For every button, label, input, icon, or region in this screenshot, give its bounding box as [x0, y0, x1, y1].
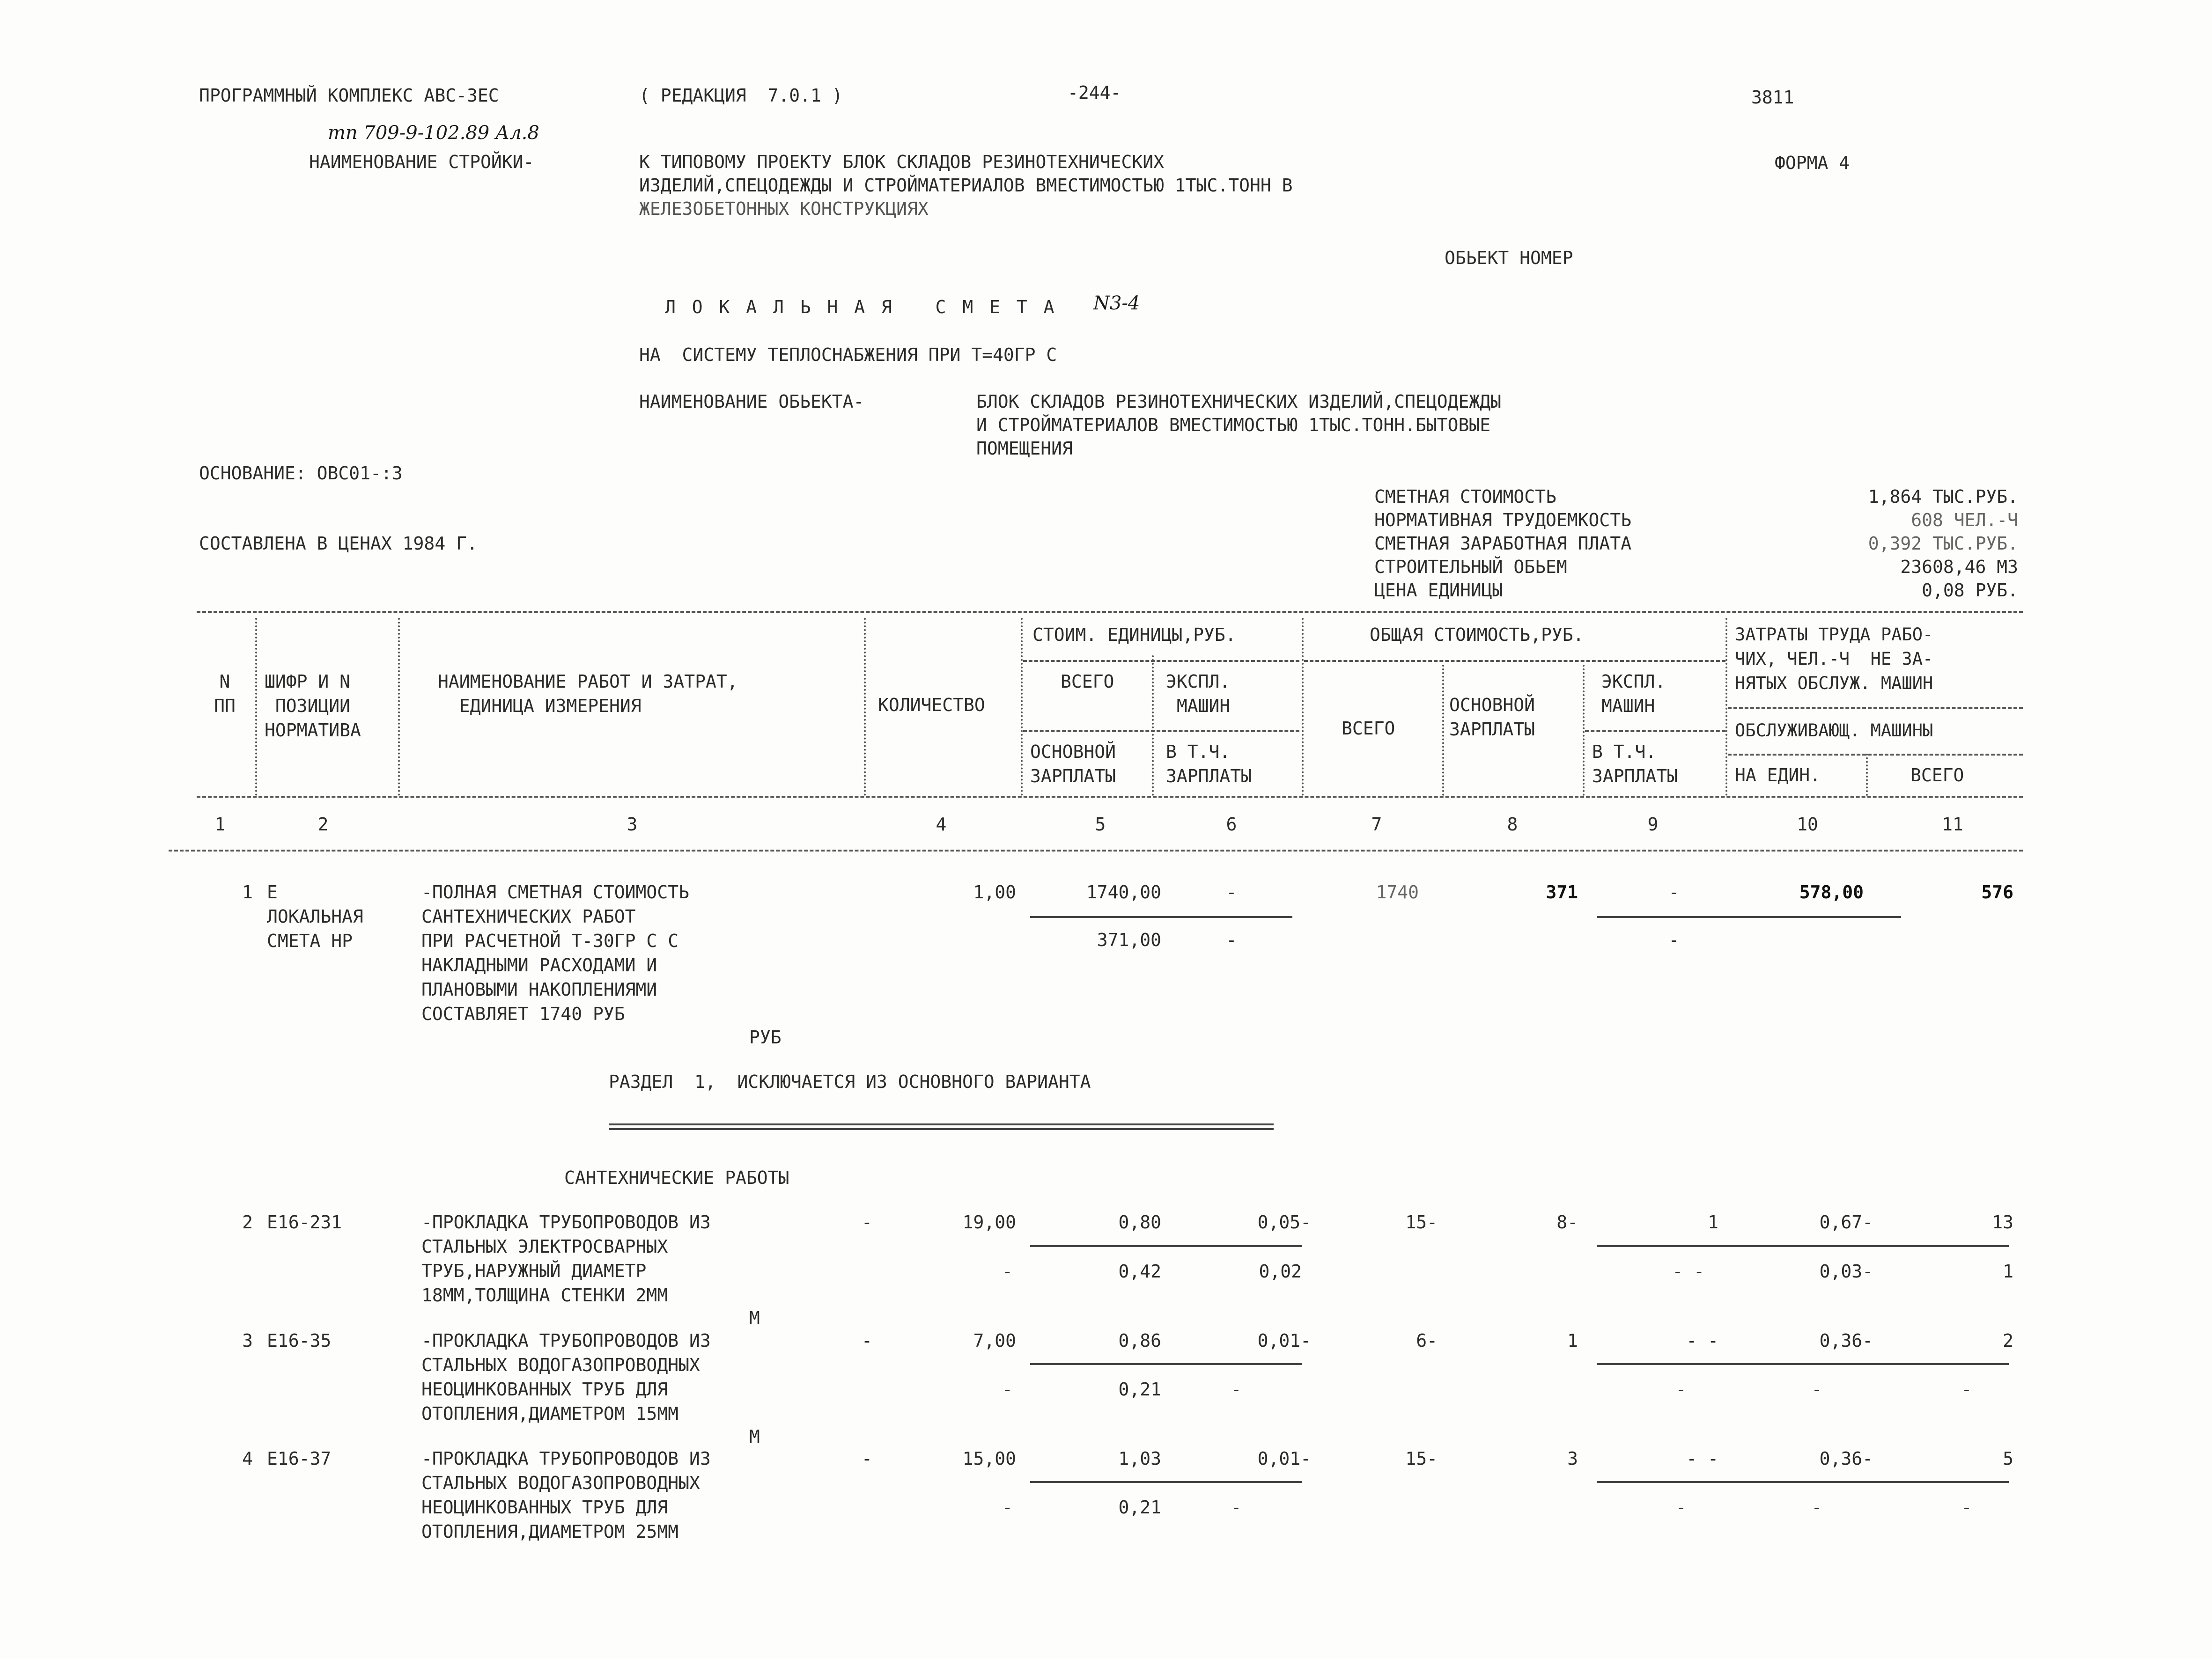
row-unit: М: [749, 1426, 760, 1447]
construction-name-2: ИЗДЕЛИЙ,СПЕЦОДЕЖДЫ И СТРОЙМАТЕРИАЛОВ ВМЕСТИМОСТЬЮ 1ТЫС.ТОНН В: [639, 175, 1293, 196]
row-labor-unit: 578,00: [1799, 882, 1864, 903]
row-labor-total-2: -: [1961, 1379, 1972, 1400]
row-number: 4: [242, 1448, 253, 1469]
col-header-n: N ПП: [214, 671, 236, 716]
col-header-labor-total: ВСЕГО: [1910, 765, 1964, 785]
row-labor-total: 2: [2003, 1330, 2013, 1351]
summary-value: 0,08 РУБ.: [1922, 580, 2018, 601]
header-rule: [1728, 707, 2023, 709]
program-name: ПРОГРАММНЫЙ КОМПЛЕКС АВС-3ЕС: [199, 85, 499, 106]
page-number: -244-: [1068, 82, 1121, 103]
row-labor-total: 5: [2003, 1448, 2013, 1469]
row-sum-mach-wage: - -: [1672, 1261, 1704, 1282]
col-header-labor-unit: НА ЕДИН.: [1735, 765, 1821, 785]
row-labor-total: 13: [1992, 1212, 2013, 1233]
header-rule-bottom: [169, 850, 2023, 852]
row-unit: РУБ: [749, 1027, 782, 1048]
col-number: 8: [1507, 814, 1518, 835]
summary-label: НОРМАТИВНАЯ ТРУДОЕМКОСТЬ: [1374, 510, 1632, 530]
construction-name-3: ЖЕЛЕЗОБЕТОННЫХ КОНСТРУКЦИЯХ: [639, 198, 929, 219]
row-sum-total: 6-: [1416, 1330, 1438, 1351]
col-number: 10: [1797, 814, 1818, 835]
col-header-labor-mach: ОБСЛУЖИВАЮЩ. МАШИНЫ: [1735, 720, 1933, 741]
col-divider: [1021, 618, 1023, 796]
row-sum-wage: 371: [1546, 882, 1578, 903]
row-code: Е ЛОКАЛЬНАЯ СМЕТА НР: [267, 882, 363, 951]
prices-year: СОСТАВЛЕНА В ЦЕНАХ 1984 Г.: [199, 533, 478, 554]
col-header-unit-mach: ЭКСПЛ. МАШИН: [1166, 671, 1231, 716]
row-labor-unit-2: -: [1811, 1497, 1822, 1518]
row-unit-mach-wage: -: [1231, 1497, 1242, 1518]
summary-label: СТРОИТЕЛЬНЫЙ ОБЬЕМ: [1374, 557, 1567, 577]
summary-value: 608 ЧЕЛ.-Ч: [1911, 510, 2018, 530]
row-sum-total: 1740: [1376, 882, 1419, 903]
row-unit-total: 0,86: [1118, 1330, 1161, 1351]
summary-value: 1,864 ТЫС.РУБ.: [1868, 486, 2018, 507]
col-number: 3: [627, 814, 638, 835]
row-qty: 1,00: [973, 882, 1016, 903]
col-header-unit-wage: ОСНОВНОЙ ЗАРПЛАТЫ: [1030, 741, 1116, 786]
col-divider: [255, 618, 257, 796]
construction-name-1: К ТИПОВОМУ ПРОЕКТУ БЛОК СКЛАДОВ РЕЗИНОТЕХНИЧЕСКИХ: [639, 152, 1165, 172]
col-header-qty: КОЛИЧЕСТВО: [878, 695, 985, 715]
col-divider: [864, 618, 866, 796]
summary-value: 23608,46 М3: [1900, 557, 2018, 577]
section-rule: [609, 1123, 1274, 1130]
col-header-unit-total: ВСЕГО: [1061, 671, 1114, 692]
col-number: 9: [1647, 814, 1659, 835]
row-unit-wage: 0,21: [1118, 1497, 1161, 1518]
row-unit-wage: 0,42: [1118, 1261, 1161, 1282]
row-unit-total: 1740,00: [1086, 882, 1161, 903]
row-dash: -: [862, 1330, 872, 1351]
row-sum-wage: 8-: [1556, 1212, 1578, 1233]
row-sum-mach-wage: -: [1675, 1379, 1687, 1400]
construction-label: НАИМЕНОВАНИЕ СТРОЙКИ-: [309, 152, 534, 172]
summary-label: ЦЕНА ЕДИНИЦЫ: [1374, 580, 1503, 601]
header-rule-mid: [197, 796, 2023, 798]
row-dash: -: [862, 1212, 872, 1233]
row-code: Е16-37: [267, 1448, 332, 1469]
basis: ОСНОВАНИЕ: ОВС01-:3: [199, 463, 403, 484]
col-header-labor: ЗАТРАТЫ ТРУДА РАБО- ЧИХ, ЧЕЛ.-Ч НЕ ЗА- НЯТЫХ ОБСЛУЖ. МАШИН: [1735, 624, 1933, 693]
row-code: Е16-35: [267, 1330, 332, 1351]
row-dash: -: [1002, 1497, 1013, 1518]
col-header-unit-incl: В Т.Ч. ЗАРПЛАТЫ: [1166, 741, 1252, 786]
row-name: -ПОЛНАЯ СМЕТНАЯ СТОИМОСТЬ САНТЕХНИЧЕСКИХ РАБОТ ПРИ РАСЧЕТНОЙ Т-30ГР С С НАКЛАДНЫМИ РАСХОДАМИ И ПЛАНОВЫМИ НАКОПЛЕНИЯМИ СОСТАВЛЯЕТ 1740 РУБ: [421, 882, 689, 1024]
row-code: Е16-231: [267, 1212, 342, 1233]
row-unit-mach: 0,05-: [1257, 1212, 1311, 1233]
row-labor-unit: 0,36-: [1819, 1448, 1873, 1469]
row-sum-total: 15-: [1405, 1448, 1438, 1469]
row-number: 1: [242, 882, 253, 903]
object-name-3: ПОМЕЩЕНИЯ: [976, 438, 1073, 459]
row-number: 2: [242, 1212, 253, 1233]
col-divider: [1583, 665, 1585, 796]
row-labor-unit: 0,67-: [1819, 1212, 1873, 1233]
row-unit-mach-wage: -: [1226, 930, 1237, 950]
row-name: -ПРОКЛАДКА ТРУБОПРОВОДОВ ИЗ СТАЛЬНЫХ ВОДОГАЗОПРОВОДНЫХ НЕОЦИНКОВАННЫХ ТРУБ ДЛЯ ОТОПЛЕНИЯ,ДИАМЕТРОМ 15ММ: [421, 1330, 711, 1424]
row-sum-mach-wage: -: [1668, 930, 1680, 950]
summary-label: СМЕТНАЯ СТОИМОСТЬ: [1374, 486, 1556, 507]
col-header-total-cost: ОБЩАЯ СТОИМОСТЬ,РУБ.: [1370, 624, 1584, 645]
row-divider-line: [1597, 916, 1901, 918]
col-number: 1: [214, 814, 226, 835]
col-header-name: НАИМЕНОВАНИЕ РАБОТ И ЗАТРАТ, ЕДИНИЦА ИЗМЕРЕНИЯ: [438, 671, 738, 716]
row-dash: -: [1002, 1379, 1013, 1400]
row-unit-wage: 371,00: [1097, 930, 1161, 950]
col-header-code: ШИФР И N ПОЗИЦИИ НОРМАТИВА: [265, 671, 361, 741]
header-rule: [1023, 660, 1299, 662]
row-qty: 19,00: [962, 1212, 1016, 1233]
object-name-1: БЛОК СКЛАДОВ РЕЗИНОТЕХНИЧЕСКИХ ИЗДЕЛИЙ,СПЕЦОДЕЖДЫ: [976, 391, 1502, 412]
row-sum-wage: 1: [1567, 1330, 1578, 1351]
header-rule-top: [197, 611, 2023, 613]
col-number: 5: [1095, 814, 1106, 835]
col-divider: [1152, 655, 1154, 796]
col-header-tot-wage: ОСНОВНОЙ ЗАРПЛАТЫ: [1449, 695, 1535, 740]
header-rule: [1023, 730, 1299, 732]
row-labor-unit-2: -: [1811, 1379, 1822, 1400]
col-divider: [1866, 754, 1868, 796]
col-divider: [1302, 618, 1304, 796]
row-number: 3: [242, 1330, 253, 1351]
row-unit-wage: 0,21: [1118, 1379, 1161, 1400]
row-unit-total: 1,03: [1118, 1448, 1161, 1469]
col-divider: [1442, 665, 1444, 796]
row-divider-line: [1030, 1363, 1302, 1365]
col-number: 6: [1226, 814, 1237, 835]
form-label: ФОРМА 4: [1775, 153, 1850, 173]
col-header-tot-all: ВСЕГО: [1342, 718, 1395, 739]
row-name: -ПРОКЛАДКА ТРУБОПРОВОДОВ ИЗ СТАЛЬНЫХ ЭЛЕКТРОСВАРНЫХ ТРУБ,НАРУЖНЫЙ ДИАМЕТР 18ММ,ТОЛЩИНА СТЕНКИ 2ММ: [421, 1212, 711, 1306]
section-title: РАЗДЕЛ 1, ИСКЛЮЧАЕТСЯ ИЗ ОСНОВНОГО ВАРИАНТА: [609, 1072, 1091, 1092]
row-sum-wage: 3: [1567, 1448, 1578, 1469]
doc-title-number: N3-4: [1093, 293, 1140, 314]
object-label: НАИМЕНОВАНИЕ ОБЬЕКТА-: [639, 391, 864, 412]
row-sum-mach: 1: [1708, 1212, 1718, 1233]
row-divider-line: [1030, 1245, 1302, 1247]
row-unit-mach-wage: 0,02: [1259, 1261, 1302, 1282]
row-unit: М: [749, 1308, 760, 1329]
col-number: 2: [317, 814, 329, 835]
col-header-tot-incl: В Т.Ч. ЗАРПЛАТЫ: [1592, 741, 1678, 786]
row-qty: 15,00: [962, 1448, 1016, 1469]
col-number: 4: [936, 814, 947, 835]
col-header-unit-cost: СТОИМ. ЕДИНИЦЫ,РУБ.: [1032, 624, 1236, 645]
row-sum-mach: -: [1668, 882, 1680, 903]
row-unit-mach: -: [1226, 882, 1237, 903]
doc-title: Л О К А Л Ь Н А Я С М Е Т А: [665, 297, 1057, 317]
row-dash: -: [862, 1448, 872, 1469]
row-unit-mach-wage: -: [1231, 1379, 1242, 1400]
object-name-2: И СТРОЙМАТЕРИАЛОВ ВМЕСТИМОСТЬЮ 1ТЫС.ТОНН.БЫТОВЫЕ: [976, 415, 1491, 435]
header-rule: [1728, 754, 2023, 756]
header-rule: [1304, 660, 1725, 662]
row-unit-total: 0,80: [1118, 1212, 1161, 1233]
object-number-label: ОБЬЕКТ НОМЕР: [1445, 248, 1573, 268]
project-code: тп 709-9-102.89 Ал.8: [328, 122, 539, 144]
summary-value: 0,392 ТЫС.РУБ.: [1868, 533, 2018, 554]
row-sum-mach: - -: [1686, 1448, 1718, 1469]
col-header-tot-mach: ЭКСПЛ. МАШИН: [1601, 671, 1666, 716]
row-labor-unit: 0,36-: [1819, 1330, 1873, 1351]
row-labor-total-2: -: [1961, 1497, 1972, 1518]
row-divider-line: [1030, 916, 1292, 918]
row-sum-total: 15-: [1405, 1212, 1438, 1233]
row-divider-line: [1597, 1363, 2009, 1365]
col-divider: [398, 618, 400, 796]
row-unit-mach: 0,01-: [1257, 1448, 1311, 1469]
subsection-title: САНТЕХНИЧЕСКИЕ РАБОТЫ: [564, 1167, 789, 1188]
col-divider: [1725, 618, 1727, 796]
col-number: 11: [1942, 814, 1963, 835]
summary-label: СМЕТНАЯ ЗАРАБОТНАЯ ПЛАТА: [1374, 533, 1632, 554]
row-labor-total-2: 1: [2003, 1261, 2013, 1282]
row-sum-mach: - -: [1686, 1330, 1718, 1351]
header-rule: [1585, 730, 1725, 732]
row-divider-line: [1597, 1481, 2009, 1483]
col-number: 7: [1371, 814, 1382, 835]
edition: ( РЕДАКЦИЯ 7.0.1 ): [639, 85, 843, 106]
doc-number: 3811: [1751, 87, 1794, 108]
row-divider-line: [1030, 1481, 1302, 1483]
row-qty: 7,00: [973, 1330, 1016, 1351]
row-sum-mach-wage: -: [1675, 1497, 1687, 1518]
row-labor-unit-2: 0,03-: [1819, 1261, 1873, 1282]
doc-subtitle: НА СИСТЕМУ ТЕПЛОСНАБЖЕНИЯ ПРИ Т=40ГР С: [639, 345, 1057, 365]
row-name: -ПРОКЛАДКА ТРУБОПРОВОДОВ ИЗ СТАЛЬНЫХ ВОДОГАЗОПРОВОДНЫХ НЕОЦИНКОВАННЫХ ТРУБ ДЛЯ ОТОПЛЕНИЯ,ДИАМЕТРОМ 25ММ: [421, 1448, 711, 1542]
row-dash: -: [1002, 1261, 1013, 1282]
row-divider-line: [1597, 1245, 2009, 1247]
row-unit-mach: 0,01-: [1257, 1330, 1311, 1351]
row-labor-total: 576: [1981, 882, 2013, 903]
